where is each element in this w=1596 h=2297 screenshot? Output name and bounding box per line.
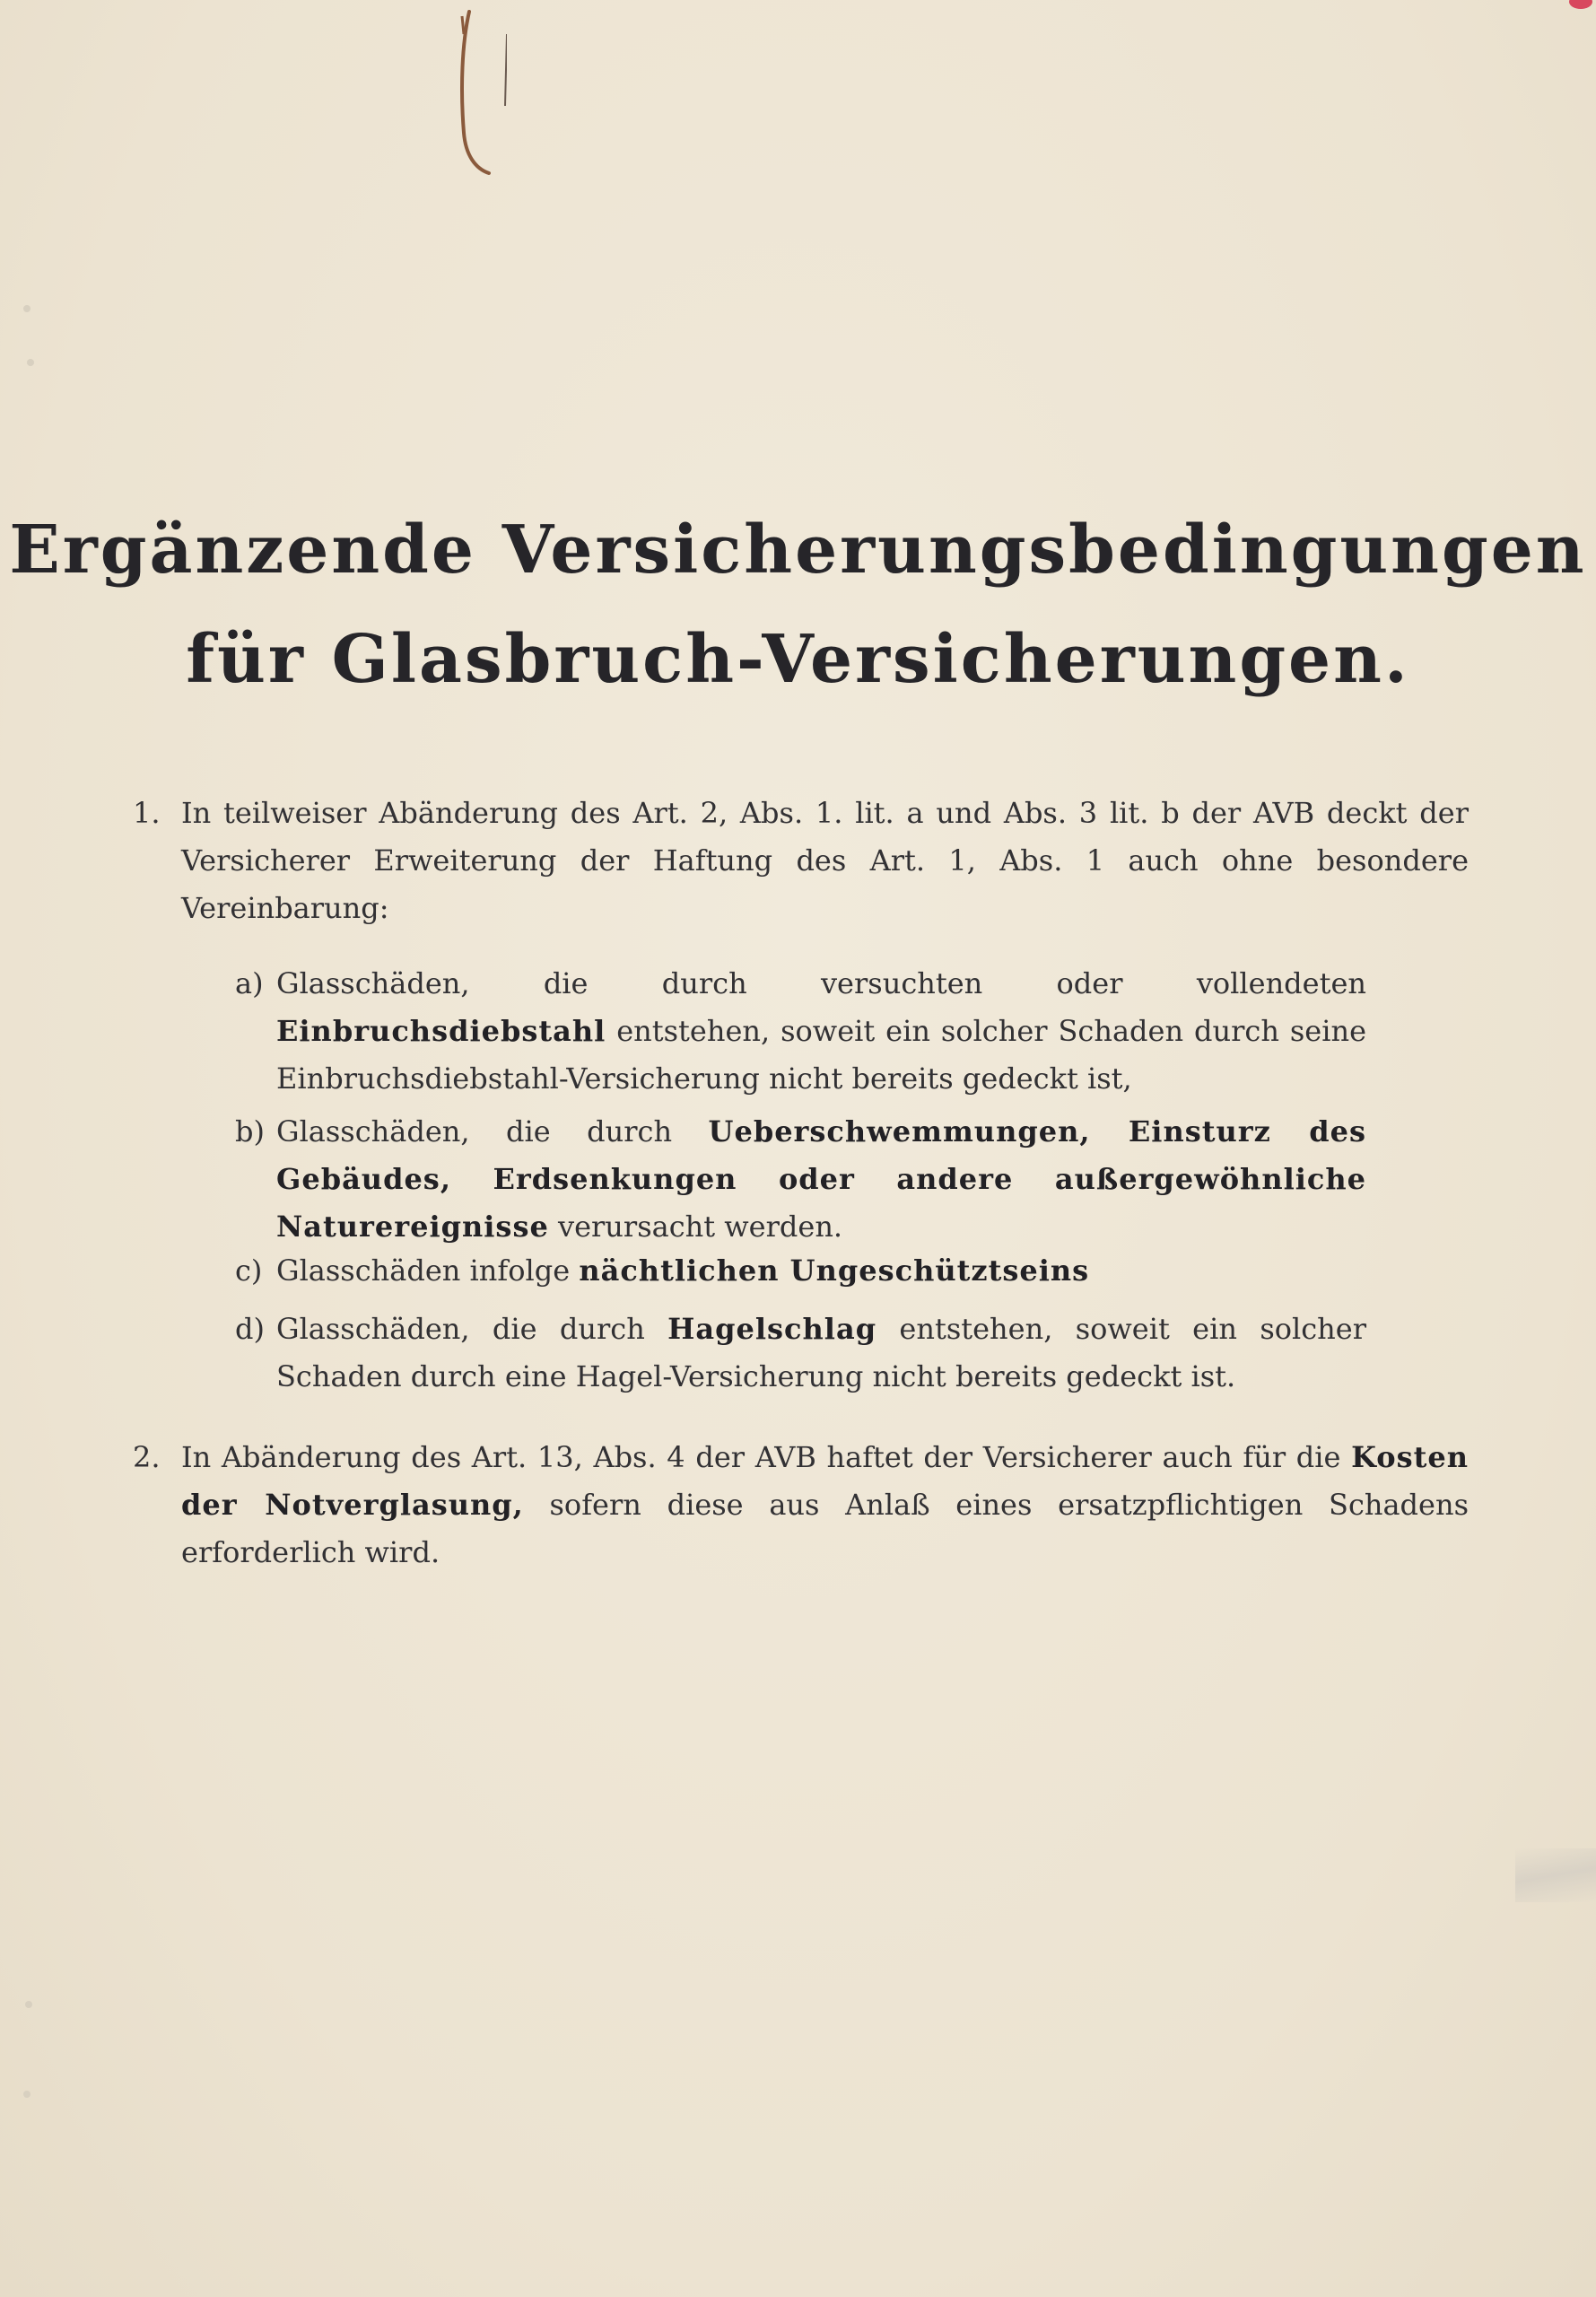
item-d-post: entstehen, soweit ein solcher Schaden durch eine Hagel-Versicherung nicht bereits gedeckt ist. bbox=[276, 1312, 1367, 1393]
document-title-line-2: für Glasbruch-Versicherungen. bbox=[186, 621, 1410, 698]
item-b-pre: Glasschäden, die durch bbox=[276, 1114, 709, 1148]
binding-hole bbox=[23, 305, 31, 312]
item-d-bold: Hagelschlag bbox=[667, 1312, 877, 1346]
item-a-label: a) bbox=[235, 966, 264, 1000]
item-c-label: c) bbox=[235, 1253, 263, 1288]
item-d-text bbox=[276, 1306, 1366, 1401]
item-a-text bbox=[276, 960, 1366, 1103]
item-c-bold: nächtlichen Ungeschütztseins bbox=[579, 1253, 1090, 1288]
item-b-bold: Ueberschwemmungen, Einsturz des Gebäudes, Erdsenkungen oder andere außergewöhnliche Naturereignisse bbox=[276, 1114, 1367, 1244]
section-2-number: 2. bbox=[133, 1440, 161, 1474]
item-a-bold: Einbruchsdiebstahl bbox=[276, 1014, 606, 1048]
document-title-line-1: Ergänzende Versicherungsbedingungen bbox=[9, 511, 1587, 589]
pencil-mark bbox=[453, 7, 507, 178]
item-a-pre: Glasschäden, die durch versuchten oder vollendeten bbox=[276, 966, 1366, 1000]
item-c-text bbox=[276, 1247, 1366, 1295]
section-2-pre: In Abänderung des Art. 13, Abs. 4 der AVB haftet der Versicherer auch für die bbox=[181, 1440, 1352, 1474]
section-2-text bbox=[181, 1434, 1469, 1576]
binding-hole bbox=[23, 2091, 31, 2098]
section-2-post: sofern diese aus Anlaß eines ersatzpflichtigen Schadens erforderlich wird. bbox=[181, 1488, 1470, 1569]
section-1-number: 1. bbox=[133, 796, 161, 830]
item-a-post: entstehen, soweit ein solcher Schaden durch seine Einbruchsdiebstahl-Versicherung nicht bereits gedeckt ist, bbox=[276, 1014, 1366, 1096]
binding-hole bbox=[27, 359, 34, 366]
item-b-label: b) bbox=[235, 1114, 265, 1148]
binding-hole bbox=[25, 2001, 32, 2008]
item-d-label: d) bbox=[235, 1312, 265, 1346]
section-2-bold: Kosten der Notverglasung, bbox=[181, 1440, 1469, 1522]
section-1-intro: In teilweiser Abänderung des Art. 2, Abs. 1. lit. a und Abs. 3 lit. b der AVB deckt der Versicherer Erweiterung der Haftung des Art. 1, Abs. 1 auch ohne besondere Vereinbarung: bbox=[181, 796, 1469, 925]
item-d-pre: Glasschäden, die durch bbox=[276, 1312, 668, 1346]
paper-scuff bbox=[1515, 1848, 1596, 1902]
item-c-pre: Glasschäden infolge bbox=[276, 1253, 580, 1288]
item-b-text bbox=[276, 1108, 1366, 1251]
red-mark bbox=[1569, 0, 1592, 9]
item-b-post: verursacht werden. bbox=[548, 1210, 843, 1244]
